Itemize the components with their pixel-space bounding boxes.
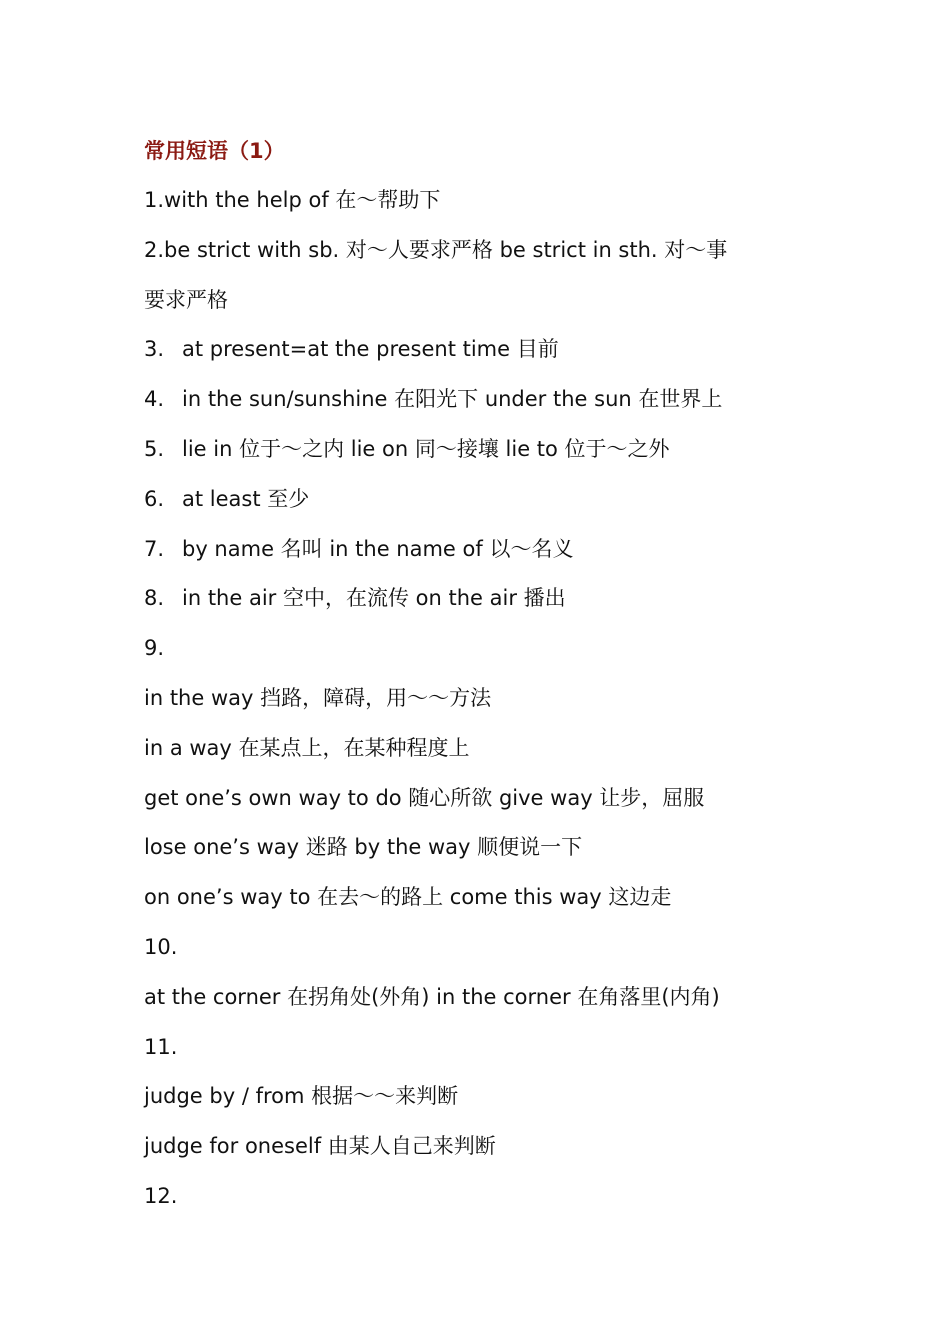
phrase-text: in the way 挡路，障碍，用～～方法 [144, 685, 492, 710]
phrase-text: at present=at the present time 目前 [182, 337, 559, 362]
phrase-text: in a way 在某点上，在某种程度上 [144, 735, 470, 760]
phrase-text: 1.with the help of 在～帮助下 [144, 188, 441, 212]
phrase-text: 9. [144, 636, 165, 661]
phrase-text: in the air 空中，在流传 on the air 播出 [182, 586, 566, 611]
phrase-line [144, 176, 824, 226]
phrase-line [144, 923, 824, 973]
phrase-line [144, 724, 824, 774]
phrase-number: 5. [144, 436, 165, 461]
phrase-line [144, 226, 824, 276]
phrase-text: lose one’s way 迷路 by the way 顺便说一下 [144, 835, 583, 860]
phrase-number: 3. [144, 337, 165, 362]
phrase-line [144, 276, 824, 326]
phrase-text: judge by / from 根据～～来判断 [144, 1084, 459, 1109]
phrase-text: 10. [144, 934, 178, 959]
phrase-number: 7. [144, 536, 165, 561]
phrase-text: 12. [144, 1183, 178, 1208]
phrase-line [144, 624, 824, 674]
phrase-number: 4. [144, 387, 165, 412]
phrase-line [144, 1122, 824, 1172]
phrase-text: at least 至少 [182, 486, 310, 511]
phrase-number: 8. [144, 586, 165, 611]
phrase-line [144, 525, 824, 575]
phrase-text: lie in 位于～之内 lie on 同～接壤 lie to 位于～之外 [182, 436, 670, 461]
section-title: 常用短语（1） [144, 139, 285, 163]
phrase-text: at the corner 在拐角处(外角) in the corner 在角落里(内角) [144, 984, 720, 1009]
phrase-text: 要求严格 [144, 287, 228, 312]
phrase-line [144, 973, 824, 1023]
phrase-text: 11. [144, 1034, 178, 1059]
phrase-line [144, 774, 824, 824]
phrase-text: by name 名叫 in the name of 以～名义 [182, 536, 574, 561]
phrase-line [144, 1172, 824, 1222]
phrase-line [144, 1023, 824, 1073]
phrase-text: on one’s way to 在去～的路上 come this way 这边走 [144, 885, 672, 910]
phrase-text: get one’s own way to do 随心所欲 give way 让步，屈服 [144, 785, 705, 810]
phrase-text: in the sun/sunshine 在阳光下 under the sun 在世界上 [182, 387, 723, 412]
phrase-text: judge for oneself 由某人自己来判断 [144, 1134, 496, 1159]
phrase-number: 6. [144, 486, 165, 511]
document-page [144, 126, 824, 1222]
phrase-line [144, 375, 824, 425]
phrase-line [144, 674, 824, 724]
phrase-line [144, 425, 824, 475]
phrase-line [144, 325, 824, 375]
phrase-text: 2.be strict with sb. 对～人要求严格 be strict in sth. 对～事 [144, 237, 728, 262]
phrase-line [144, 823, 824, 873]
phrase-line [144, 574, 824, 624]
phrase-line [144, 1072, 824, 1122]
phrase-line [144, 873, 824, 923]
phrase-line [144, 475, 824, 525]
